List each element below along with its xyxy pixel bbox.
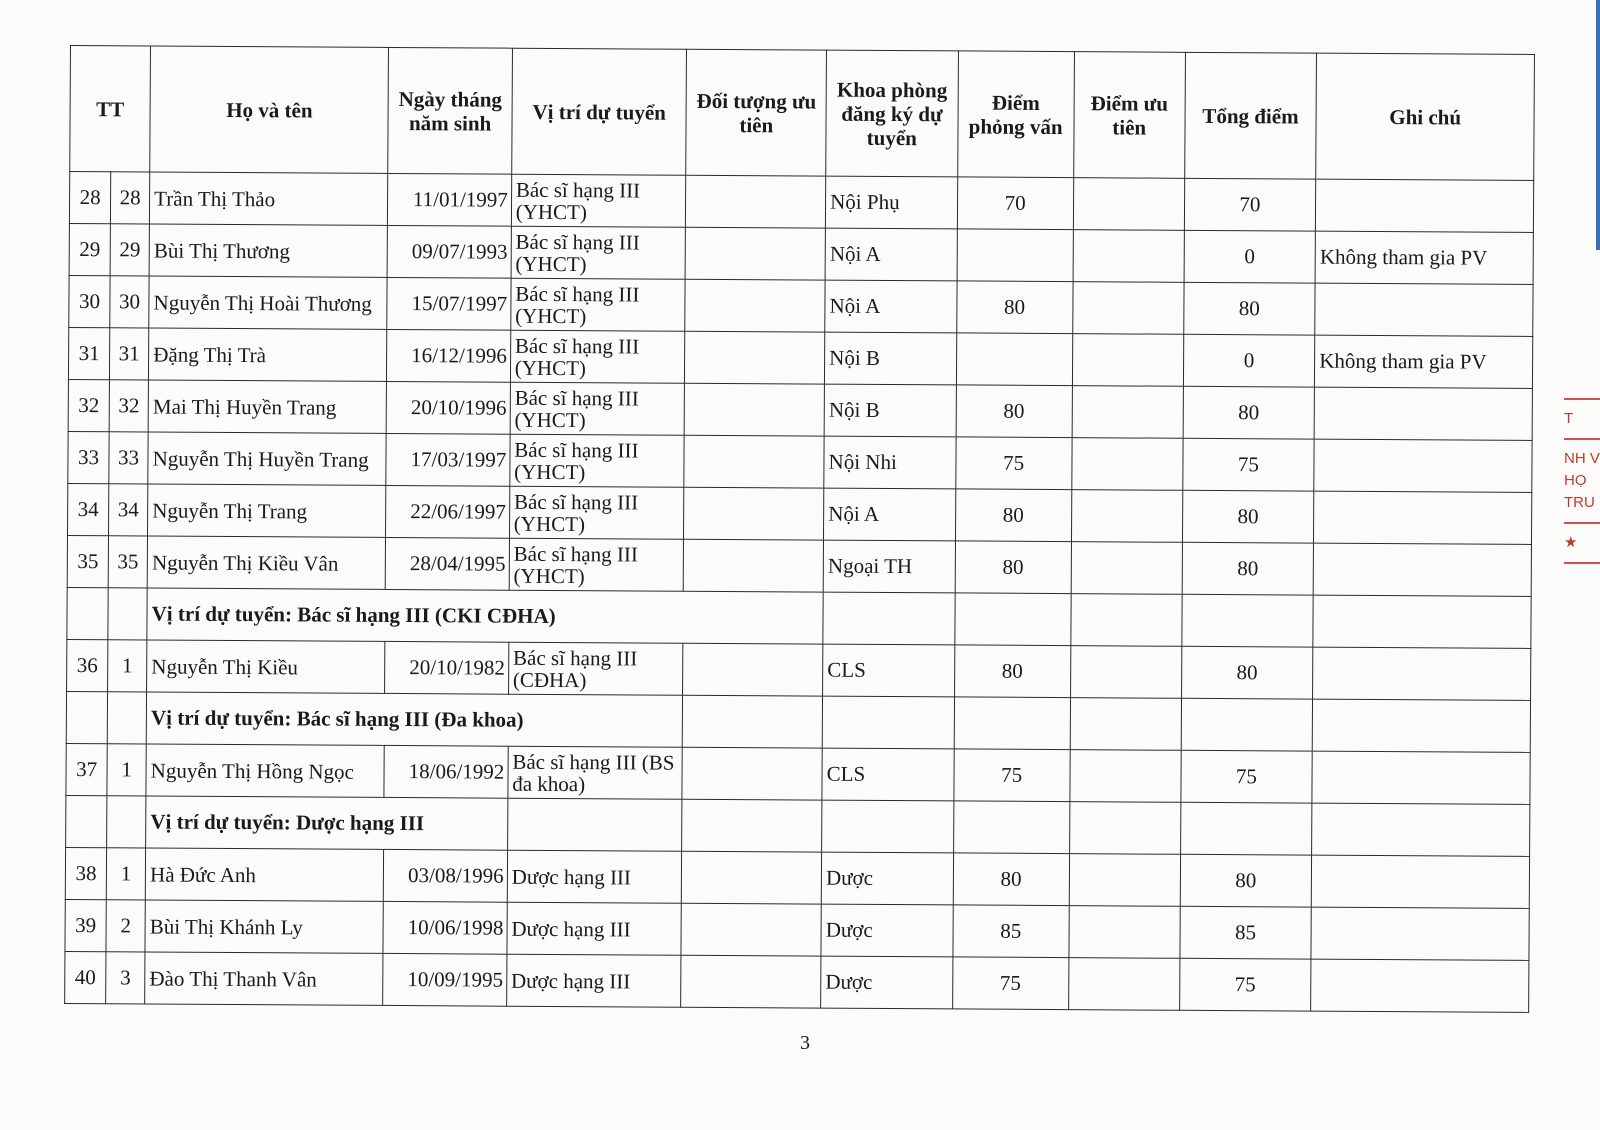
table-body	[65, 172, 1534, 1013]
cell-total-score: 75	[1179, 958, 1311, 1011]
cell-dob: 18/06/1992	[384, 745, 508, 798]
cell-priority	[685, 227, 825, 280]
cell-dob: 09/07/1993	[388, 225, 512, 278]
cell-interview-score: 80	[956, 281, 1072, 334]
cell-priority	[683, 643, 823, 696]
stamp-text: T	[1564, 410, 1574, 427]
group-empty-cell	[1180, 802, 1312, 855]
header-row	[70, 46, 1535, 181]
table-row	[67, 639, 1531, 700]
group-empty-cell	[822, 696, 954, 749]
cell-interview-score: 80	[955, 489, 1071, 542]
group-empty-cell	[1070, 698, 1181, 751]
cell-priority	[685, 279, 825, 332]
stamp-text: NH V	[1564, 450, 1600, 467]
header-khoa-phong: Khoa phòng đăng ký dự tuyển	[826, 50, 958, 177]
cell-stt: 33	[68, 431, 109, 483]
cell-note	[1313, 543, 1531, 596]
cell-bonus-score	[1071, 490, 1182, 543]
header-tt: TT	[70, 46, 151, 172]
cell-name: Bùi Thị Thương	[149, 224, 388, 277]
cell-bonus-score	[1069, 854, 1180, 907]
group-empty-cell	[107, 692, 146, 744]
cell-total-score: 80	[1183, 386, 1315, 439]
results-sheet	[64, 45, 1535, 1013]
group-empty-cell	[682, 799, 822, 852]
cell-interview-score: 80	[954, 645, 1070, 698]
cell-note: Không tham gia PV	[1315, 335, 1533, 388]
group-empty-cell	[1312, 699, 1530, 752]
group-empty-cell	[954, 593, 1070, 646]
cell-position: Bác sĩ hạng III (YHCT)	[510, 434, 685, 487]
cell-bonus-score	[1072, 386, 1183, 439]
group-row	[67, 587, 1531, 648]
header-diem-pv: Điểm phỏng vấn	[957, 51, 1074, 178]
cell-department: Ngoại TH	[823, 540, 955, 593]
cell-stt: 38	[65, 847, 106, 899]
stamp-text: HỌ	[1564, 472, 1587, 489]
header-ho-ten: Họ và tên	[150, 46, 389, 173]
cell-dob: 10/06/1998	[383, 901, 507, 954]
group-empty-cell	[66, 691, 107, 743]
stamp-text: TRU	[1564, 494, 1595, 511]
cell-bonus-score	[1072, 438, 1183, 491]
cell-position: Dược hạng III	[507, 902, 682, 955]
cell-priority	[686, 175, 826, 228]
cell-interview-score: 80	[955, 541, 1071, 594]
group-empty-cell	[108, 588, 147, 640]
cell-note	[1312, 751, 1530, 804]
group-empty-cell	[1069, 802, 1180, 855]
cell-department: Nội Nhi	[824, 436, 956, 489]
cell-priority	[684, 539, 824, 592]
group-empty-cell	[1182, 594, 1314, 647]
cell-note: Không tham gia PV	[1315, 231, 1533, 284]
cell-stt: 37	[66, 743, 107, 795]
table-row	[69, 172, 1533, 233]
cell-position: Bác sĩ hạng III (YHCT)	[511, 174, 686, 227]
cell-stt: 36	[67, 639, 108, 691]
table-row	[68, 483, 1532, 544]
cell-note	[1316, 179, 1534, 232]
cell-note	[1311, 855, 1529, 908]
cell-total-score: 70	[1184, 178, 1316, 231]
cell-name: Nguyễn Thị Kiều	[147, 640, 386, 693]
table-row	[69, 275, 1533, 336]
cell-department: CLS	[823, 644, 955, 697]
table-row	[66, 743, 1530, 804]
group-label: Vị trí dự tuyển: Bác sĩ hạng III (Đa khoa)	[146, 692, 683, 747]
cell-name: Nguyễn Thị Hoài Thương	[149, 276, 388, 329]
cell-sub-stt: 34	[109, 484, 148, 536]
cell-department: Dược	[821, 852, 953, 905]
red-stamp-fragment	[1564, 390, 1600, 580]
cell-department: Dược	[821, 904, 953, 957]
group-empty-cell	[507, 798, 682, 851]
cell-total-score: 80	[1180, 854, 1312, 907]
group-empty-cell	[66, 795, 107, 847]
cell-department: Nội A	[824, 488, 956, 541]
cell-total-score: 75	[1182, 438, 1314, 491]
table-row	[68, 431, 1532, 492]
cell-dob: 16/12/1996	[387, 329, 511, 382]
cell-sub-stt: 3	[106, 952, 145, 1004]
cell-note	[1313, 647, 1531, 700]
cell-bonus-score	[1070, 646, 1181, 699]
table-row	[69, 223, 1533, 284]
cell-interview-score: 75	[952, 957, 1068, 1010]
cell-name: Hà Đức Anh	[145, 848, 384, 901]
cell-department: Nội A	[825, 228, 957, 281]
cell-department: CLS	[822, 748, 954, 801]
table-row	[67, 535, 1531, 596]
cell-sub-stt: 28	[111, 172, 150, 224]
cell-dob: 17/03/1997	[386, 433, 510, 486]
cell-sub-stt: 32	[109, 380, 148, 432]
cell-bonus-score	[1072, 282, 1183, 335]
cell-position: Bác sĩ hạng III (YHCT)	[509, 486, 684, 539]
group-empty-cell	[823, 592, 955, 645]
cell-dob: 11/01/1997	[388, 173, 512, 226]
cell-interview-score	[957, 229, 1073, 282]
cell-stt: 35	[67, 535, 108, 587]
header-vi-tri: Vị trí dự tuyển	[511, 48, 686, 175]
table-row	[68, 379, 1532, 440]
cell-dob: 22/06/1997	[386, 485, 510, 538]
cell-total-score: 0	[1184, 230, 1316, 283]
cell-sub-stt: 30	[110, 276, 149, 328]
header-tong-diem: Tổng điểm	[1184, 52, 1316, 179]
cell-name: Trần Thị Thảo	[150, 172, 389, 225]
cell-position: Bác sĩ hạng III (YHCT)	[510, 382, 685, 435]
group-empty-cell	[954, 697, 1070, 750]
cell-name: Nguyễn Thị Huyền Trang	[148, 432, 387, 485]
cell-total-score: 80	[1182, 542, 1314, 595]
cell-interview-score: 80	[953, 853, 1069, 906]
cell-dob: 15/07/1997	[387, 277, 511, 330]
cell-stt: 29	[69, 223, 110, 275]
cell-dob: 03/08/1996	[384, 849, 508, 902]
cell-bonus-score	[1073, 230, 1184, 283]
cell-dob: 28/04/1995	[386, 537, 510, 590]
cell-sub-stt: 2	[106, 900, 145, 952]
cell-priority	[682, 747, 822, 800]
cell-sub-stt: 1	[106, 848, 145, 900]
cell-interview-score: 75	[954, 749, 1070, 802]
cell-sub-stt: 33	[109, 432, 148, 484]
table-row	[65, 899, 1529, 960]
cell-sub-stt: 1	[108, 640, 147, 692]
group-empty-cell	[683, 695, 823, 748]
cell-dob: 20/10/1996	[387, 381, 511, 434]
cell-dob: 10/09/1995	[383, 953, 507, 1006]
cell-name: Đặng Thị Trà	[149, 328, 388, 381]
cell-sub-stt: 1	[107, 744, 146, 796]
group-row	[66, 691, 1530, 752]
cell-position: Bác sĩ hạng III (CĐHA)	[508, 642, 683, 695]
cell-department: Nội Phụ	[826, 176, 958, 229]
header-ghi-chu: Ghi chú	[1316, 53, 1535, 180]
group-empty-cell	[107, 796, 146, 848]
group-empty-cell	[953, 801, 1069, 854]
cell-priority	[684, 435, 824, 488]
cell-bonus-score	[1071, 542, 1182, 595]
cell-priority	[685, 331, 825, 384]
cell-bonus-score	[1073, 178, 1184, 231]
table-row	[65, 951, 1529, 1012]
cell-department: Nội B	[825, 332, 957, 385]
cell-position: Bác sĩ hạng III (YHCT)	[509, 538, 684, 591]
cell-total-score: 80	[1183, 282, 1315, 335]
cell-total-score: 80	[1181, 646, 1313, 699]
cell-position: Bác sĩ hạng III (YHCT)	[511, 226, 686, 279]
cell-priority	[681, 955, 821, 1008]
cell-department: Nội B	[824, 384, 956, 437]
cell-dob: 20/10/1982	[385, 641, 509, 694]
cell-interview-score	[956, 333, 1072, 386]
cell-name: Nguyễn Thị Kiều Vân	[147, 536, 386, 589]
cell-name: Mai Thị Huyền Trang	[148, 380, 387, 433]
cell-interview-score: 85	[953, 905, 1069, 958]
cell-interview-score: 70	[957, 177, 1073, 230]
table-row	[65, 847, 1529, 908]
cell-note	[1314, 387, 1532, 440]
cell-position: Bác sĩ hạng III (YHCT)	[511, 278, 686, 331]
group-empty-cell	[1071, 594, 1182, 647]
cell-position: Bác sĩ hạng III (YHCT)	[510, 330, 685, 383]
group-row	[66, 795, 1530, 856]
cell-bonus-score	[1070, 750, 1181, 803]
cell-note	[1314, 439, 1532, 492]
group-empty-cell	[67, 587, 108, 639]
cell-interview-score: 80	[956, 385, 1072, 438]
cell-sub-stt: 29	[110, 224, 149, 276]
group-empty-cell	[1313, 595, 1531, 648]
page-number: 3	[800, 1032, 810, 1054]
cell-stt: 30	[69, 275, 110, 327]
cell-total-score: 80	[1182, 490, 1314, 543]
group-label: Vị trí dự tuyển: Bác sĩ hạng III (CKI CĐHA)	[147, 588, 823, 644]
cell-position: Bác sĩ hạng III (BS đa khoa)	[508, 746, 683, 799]
cell-total-score: 0	[1183, 334, 1315, 387]
cell-priority	[682, 851, 822, 904]
group-label: Vị trí dự tuyển: Dược hạng III	[146, 796, 508, 850]
cell-name: Nguyễn Thị Hồng Ngọc	[146, 744, 385, 797]
cell-interview-score: 75	[955, 437, 1071, 490]
cell-note	[1311, 907, 1529, 960]
header-ngay-sinh: Ngày tháng năm sinh	[388, 47, 512, 174]
cell-name: Bùi Thị Khánh Ly	[145, 900, 384, 953]
header-doi-tuong: Đối tượng ưu tiên	[686, 49, 826, 176]
cell-stt: 28	[69, 172, 110, 224]
cell-note	[1314, 491, 1532, 544]
cell-bonus-score	[1068, 958, 1179, 1011]
cell-department: Dược	[821, 956, 953, 1009]
cell-stt: 34	[68, 483, 109, 535]
cell-position: Dược hạng III	[506, 954, 681, 1007]
cell-note	[1311, 959, 1529, 1012]
group-empty-cell	[1181, 698, 1313, 751]
cell-name: Nguyễn Thị Trang	[148, 484, 387, 537]
cell-stt: 31	[68, 327, 109, 379]
cell-department: Nội A	[825, 280, 957, 333]
cell-sub-stt: 31	[110, 328, 149, 380]
stamp-text: ★	[1564, 534, 1578, 551]
cell-priority	[684, 487, 824, 540]
table-row	[68, 327, 1532, 388]
cell-total-score: 75	[1181, 750, 1313, 803]
cell-bonus-score	[1069, 906, 1180, 959]
cell-sub-stt: 35	[108, 536, 147, 588]
group-empty-cell	[1312, 803, 1530, 856]
cell-total-score: 85	[1180, 906, 1312, 959]
cell-priority	[681, 903, 821, 956]
scan-edge-mark	[1596, 0, 1600, 250]
header-diem-ut: Điểm ưu tiên	[1073, 52, 1185, 179]
group-empty-cell	[822, 800, 954, 853]
cell-stt: 32	[68, 379, 109, 431]
cell-stt: 40	[65, 951, 106, 1003]
cell-position: Dược hạng III	[507, 850, 682, 903]
cell-note	[1315, 283, 1533, 336]
cell-priority	[685, 383, 825, 436]
cell-name: Đào Thị Thanh Vân	[145, 952, 384, 1005]
cell-stt: 39	[65, 899, 106, 951]
cell-bonus-score	[1072, 334, 1183, 387]
results-table	[64, 45, 1535, 1013]
